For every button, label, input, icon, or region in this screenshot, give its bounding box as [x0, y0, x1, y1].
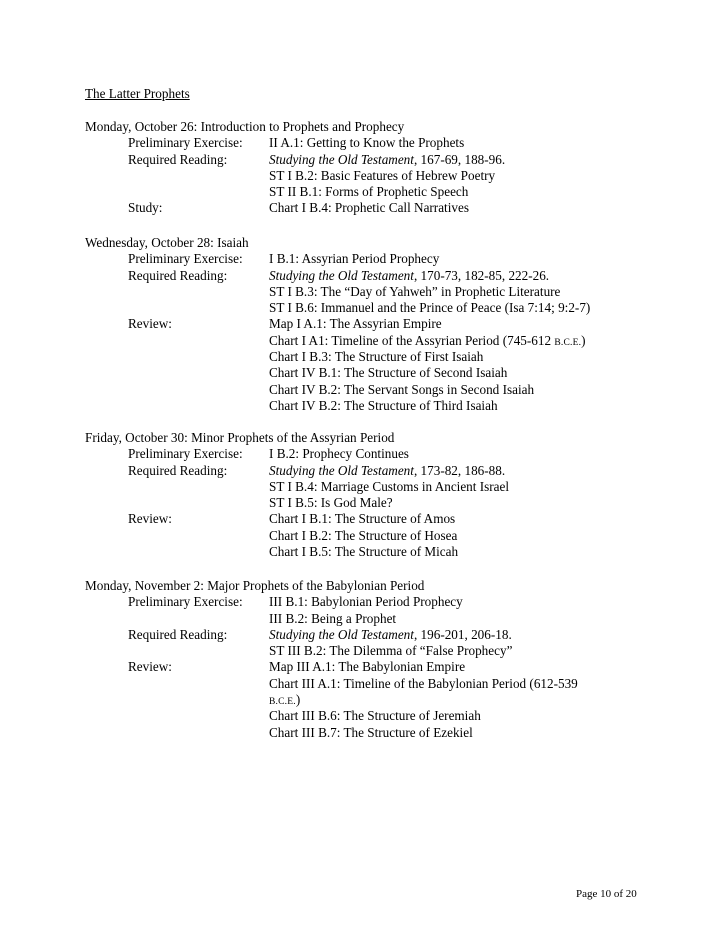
row-value: Chart IV B.2: The Structure of Third Isaiah [269, 397, 498, 413]
row-value: Chart III B.7: The Structure of Ezekiel [269, 724, 473, 740]
session-block [85, 119, 685, 217]
schedule-row [85, 708, 685, 724]
schedule-row [85, 495, 685, 511]
schedule-row [85, 643, 685, 659]
row-value: Chart III B.6: The Structure of Jeremiah [269, 708, 481, 724]
schedule-row [85, 528, 685, 544]
schedule-row [85, 398, 685, 414]
schedule-row [85, 479, 685, 495]
book-title: Studying the Old Testament [269, 462, 414, 478]
row-value: Chart I B.5: The Structure of Micah [269, 544, 459, 560]
session-block [85, 430, 685, 560]
schedule-row [85, 382, 685, 398]
schedule-row [85, 365, 685, 381]
session-heading: Monday, November 2: Major Prophets of the Babylonian Period [85, 578, 425, 593]
row-value: ST I B.2: Basic Features of Hebrew Poetry [269, 167, 496, 183]
row-value: Chart IV B.2: The Servant Songs in Second Isaiah [269, 381, 535, 397]
schedule-row [85, 152, 685, 168]
row-value: III B.1: Babylonian Period Prophecy [269, 594, 463, 610]
row-label: Preliminary Exercise: [128, 594, 243, 610]
book-title: Studying the Old Testament [269, 626, 414, 642]
schedule-row [85, 676, 685, 692]
row-value: ST I B.4: Marriage Customs in Ancient Israel [269, 478, 510, 494]
row-label: Preliminary Exercise: [128, 251, 243, 267]
row-label: Review: [128, 316, 172, 332]
row-value: ST I B.3: The “Day of Yahweh” in Prophetic Literature [269, 283, 561, 299]
session-heading: Monday, October 26: Introduction to Prophets and Prophecy [85, 119, 405, 134]
schedule-row [85, 725, 685, 741]
schedule-row [85, 627, 685, 643]
row-value: ST I B.6: Immanuel and the Prince of Peace (Isa 7:14; 9:2-7) [269, 300, 591, 316]
schedule-row [85, 349, 685, 365]
row-label: Required Reading: [128, 626, 228, 642]
row-value: III B.2: Being a Prophet [269, 610, 397, 626]
era-abbreviation: B.C.E. [554, 337, 582, 348]
schedule-row [85, 333, 685, 349]
row-value: Chart I B.1: The Structure of Amos [269, 511, 456, 527]
row-label: Study: [128, 200, 163, 216]
row-value: Studying the Old Testament, 170-73, 182-85, 222-26. [269, 267, 550, 283]
row-value: I B.2: Prophecy Continues [269, 446, 409, 462]
row-value: Chart IV B.1: The Structure of Second Isaiah [269, 365, 508, 381]
schedule-row [85, 300, 685, 316]
book-title: Studying the Old Testament [269, 267, 414, 283]
schedule-row [85, 594, 685, 610]
schedule-row [85, 692, 685, 708]
row-value: Studying the Old Testament, 167-69, 188-96. [269, 151, 506, 167]
schedule-row [85, 284, 685, 300]
row-value: Chart I B.3: The Structure of First Isaiah [269, 349, 484, 365]
row-label: Preliminary Exercise: [128, 446, 243, 462]
row-label: Required Reading: [128, 267, 228, 283]
schedule-row [85, 659, 685, 675]
row-value: Chart III A.1: Timeline of the Babylonian Period (612-539 [269, 675, 578, 691]
book-title: Studying the Old Testament [269, 151, 414, 167]
row-value: I B.1: Assyrian Period Prophecy [269, 251, 440, 267]
section-title: The Latter Prophets [85, 86, 190, 101]
schedule-row [85, 316, 685, 332]
row-value: Studying the Old Testament, 196-201, 206-18. [269, 626, 512, 642]
page-number: Page 10 of 20 [576, 888, 637, 900]
schedule-row [85, 544, 685, 560]
schedule-row [85, 200, 685, 216]
session-block [85, 578, 685, 741]
row-value: Chart I A1: Timeline of the Assyrian Period (745-612 B.C.E.) [269, 332, 586, 348]
schedule-row [85, 463, 685, 479]
row-value: ST III B.2: The Dilemma of “False Prophecy” [269, 643, 513, 659]
schedule-row [85, 611, 685, 627]
row-label: Required Reading: [128, 151, 228, 167]
schedule-row [85, 511, 685, 527]
schedule-row [85, 446, 685, 462]
row-value: Chart I B.2: The Structure of Hosea [269, 527, 458, 543]
schedule-row [85, 268, 685, 284]
row-value: Map III A.1: The Babylonian Empire [269, 659, 466, 675]
era-abbreviation: B.C.E. [269, 697, 296, 708]
schedule-row [85, 184, 685, 200]
session-heading: Friday, October 30: Minor Prophets of the Assyrian Period [85, 430, 395, 445]
session-heading: Wednesday, October 28: Isaiah [85, 235, 249, 250]
schedule-row [85, 168, 685, 184]
schedule-row [85, 135, 685, 151]
row-value: II A.1: Getting to Know the Prophets [269, 135, 465, 151]
row-label: Preliminary Exercise: [128, 135, 243, 151]
schedule-row [85, 251, 685, 267]
row-value: ST II B.1: Forms of Prophetic Speech [269, 184, 469, 200]
row-value: B.C.E.) [269, 692, 301, 708]
row-value: Studying the Old Testament, 173-82, 186-88. [269, 462, 506, 478]
row-value: ST I B.5: Is God Male? [269, 495, 393, 511]
row-label: Required Reading: [128, 462, 228, 478]
row-value: Chart I B.4: Prophetic Call Narratives [269, 200, 469, 216]
session-block [85, 235, 685, 414]
row-label: Review: [128, 511, 172, 527]
row-value: Map I A.1: The Assyrian Empire [269, 316, 442, 332]
row-label: Review: [128, 659, 172, 675]
